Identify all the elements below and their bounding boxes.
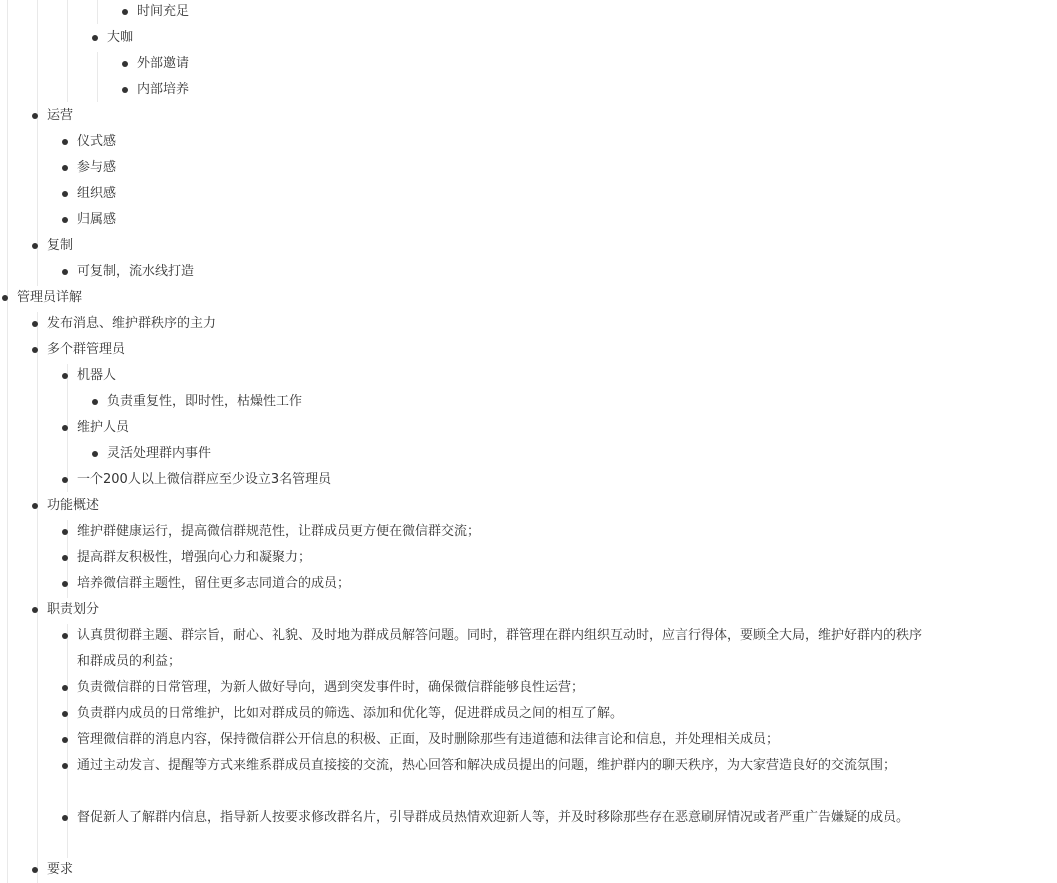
list-item-text: 可复制，流水线打造: [77, 264, 195, 279]
list-item-text: 管理微信群的消息内容，保持微信群公开信息的积极、正面，及时删除那些有违道德和法律言论和信息，并处理相关成员；: [77, 732, 780, 747]
bullet-icon[interactable]: [62, 763, 68, 769]
list-item-text: 仪式感: [77, 134, 117, 149]
list-item-text: 大咖: [107, 30, 134, 45]
list-item[interactable]: [77, 623, 922, 675]
list-item-text: 负责微信群的日常管理，为新人做好导向，遇到突发事件时，确保微信群能够良性运营；: [77, 680, 585, 695]
list-item[interactable]: [77, 545, 922, 571]
bullet-icon[interactable]: [32, 503, 38, 509]
bullet-icon[interactable]: [122, 61, 128, 67]
bullet-icon[interactable]: [32, 867, 38, 873]
list-item-text: 培养微信群主题性，留住更多志同道合的成员；: [77, 576, 351, 591]
list-item-text: 灵活处理群内事件: [107, 446, 212, 461]
indent-guide: [67, 0, 68, 102]
indent-guide: [97, 52, 98, 102]
bullet-icon[interactable]: [62, 529, 68, 535]
indent-guide: [7, 0, 8, 883]
list-item-text: 一个200人以上微信群应至少设立3名管理员: [77, 472, 332, 487]
bullet-icon[interactable]: [62, 269, 68, 275]
list-item[interactable]: [77, 207, 922, 233]
list-item-text: 负责重复性，即时性，枯燥性工作: [107, 394, 303, 409]
bullet-icon[interactable]: [122, 9, 128, 15]
list-item-text: 运营: [47, 108, 74, 123]
bullet-icon[interactable]: [92, 451, 98, 457]
bullet-icon[interactable]: [62, 685, 68, 691]
list-item[interactable]: [47, 337, 927, 363]
bullet-icon[interactable]: [62, 217, 68, 223]
bullet-icon[interactable]: [2, 295, 8, 301]
list-item[interactable]: [77, 415, 922, 441]
list-item-text: 要求: [47, 862, 74, 877]
bullet-icon[interactable]: [122, 87, 128, 93]
list-item-text: 通过主动发言、提醒等方式来维系群成员直接接的交流，热心回答和解决成员提出的问题，维护群内的聊天秩序，为大家营造良好的交流氛围；: [77, 758, 897, 773]
bullet-icon[interactable]: [62, 373, 68, 379]
list-item[interactable]: [17, 285, 897, 311]
bullet-icon[interactable]: [92, 35, 98, 41]
list-item-text: 参与感: [77, 160, 117, 175]
bullet-icon[interactable]: [62, 139, 68, 145]
bullet-icon[interactable]: [62, 425, 68, 431]
bullet-icon[interactable]: [62, 711, 68, 717]
list-item-text: 督促新人了解群内信息，指导新人按要求修改群名片，引导群成员热情欢迎新人等，并及时移除那些存在恶意刷屏情况或者严重广告嫌疑的成员。: [77, 810, 910, 825]
bullet-icon[interactable]: [32, 243, 38, 249]
list-item[interactable]: [107, 389, 987, 415]
bullet-icon[interactable]: [62, 633, 68, 639]
list-item[interactable]: [47, 311, 927, 337]
list-item-text: 组织感: [77, 186, 117, 201]
list-item[interactable]: [137, 0, 1017, 25]
list-item[interactable]: [47, 597, 927, 623]
list-item-text: 职责划分: [47, 602, 100, 617]
list-item[interactable]: [107, 441, 987, 467]
list-item-text: 时间充足: [137, 4, 190, 19]
list-item-text: 提高群友积极性，增强向心力和凝聚力；: [77, 550, 312, 565]
bullet-icon[interactable]: [32, 607, 38, 613]
list-item[interactable]: [77, 675, 922, 701]
bullet-icon[interactable]: [62, 555, 68, 561]
bullet-icon[interactable]: [62, 737, 68, 743]
list-item-text: 外部邀请: [137, 56, 190, 71]
list-item-text: 维护人员: [77, 420, 130, 435]
list-item[interactable]: [77, 363, 922, 389]
indent-guide: [97, 0, 98, 24]
list-item-text: 归属感: [77, 212, 117, 227]
list-item[interactable]: [77, 753, 922, 779]
bullet-icon[interactable]: [62, 581, 68, 587]
list-item-text: 功能概述: [47, 498, 100, 513]
list-item-text: 认真贯彻群主题、群宗旨，耐心、礼貌、及时地为群成员解答问题。同时，群管理在群内组织互动时，应言行得体，要顾全大局，维护好群内的秩序和群成员的利益；: [77, 628, 923, 669]
list-item[interactable]: [77, 259, 922, 285]
list-item-text: 机器人: [77, 368, 117, 383]
list-item[interactable]: [77, 129, 922, 155]
bullet-icon[interactable]: [32, 113, 38, 119]
list-item[interactable]: [137, 51, 1017, 77]
bullet-icon[interactable]: [32, 321, 38, 327]
list-item[interactable]: [77, 181, 922, 207]
bullet-icon[interactable]: [32, 347, 38, 353]
list-item[interactable]: [47, 857, 927, 883]
list-item[interactable]: [47, 233, 927, 259]
list-item-text: 发布消息、维护群秩序的主力: [47, 316, 217, 331]
list-item-text: 管理员详解: [17, 290, 83, 305]
list-item[interactable]: [77, 467, 922, 493]
list-item[interactable]: [137, 77, 1017, 103]
list-item-text: 多个群管理员: [47, 342, 126, 357]
bullet-icon[interactable]: [92, 399, 98, 405]
list-item[interactable]: [77, 805, 922, 831]
list-item-text: 复制: [47, 238, 74, 253]
bullet-icon[interactable]: [62, 477, 68, 483]
indent-guide: [37, 312, 38, 883]
list-item[interactable]: [77, 519, 922, 545]
list-item-text: 负责群内成员的日常维护，比如对群成员的筛选、添加和优化等，促进群成员之间的相互了解。: [77, 706, 624, 721]
bullet-icon[interactable]: [62, 815, 68, 821]
bullet-icon[interactable]: [62, 165, 68, 171]
list-item[interactable]: [77, 571, 922, 597]
list-item[interactable]: [107, 25, 987, 51]
list-item-text: 内部培养: [137, 82, 190, 97]
bullet-icon[interactable]: [62, 191, 68, 197]
list-item[interactable]: [77, 701, 922, 727]
list-item[interactable]: [47, 493, 927, 519]
list-item-text: 维护群健康运行，提高微信群规范性，让群成员更方便在微信群交流；: [77, 524, 481, 539]
list-item[interactable]: [77, 727, 922, 753]
list-item[interactable]: [47, 103, 927, 129]
list-item[interactable]: [77, 155, 922, 181]
